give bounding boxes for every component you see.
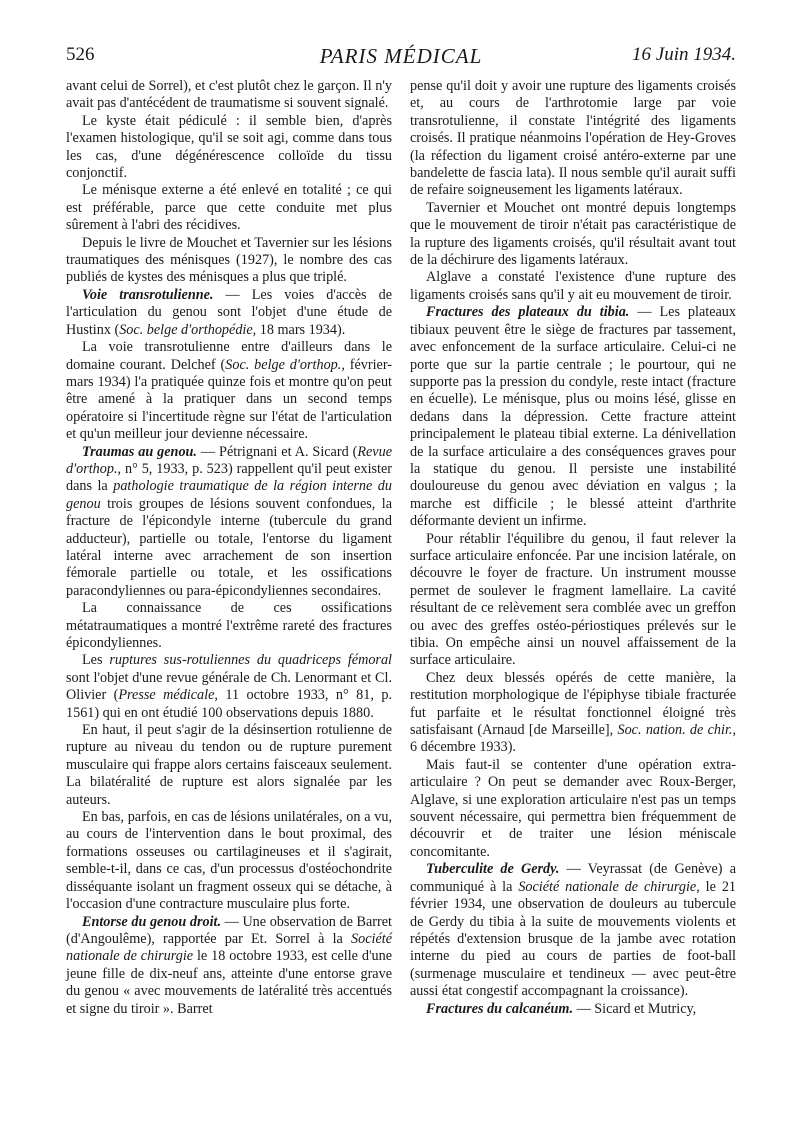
citation: Revue d'orthop.: [66, 443, 392, 477]
paragraph: Le ménisque externe a été enlevé en totalité ; ce qui est préférable, parce que cette conduite met plus sûrement à l'abri des récidives.: [66, 182, 392, 234]
paragraph: Mais faut-il se contenter d'une opération extra-articulaire ? On peut se demander avec Roux-Berger, Alglave, si une exploration articulaire n'est pas un temps souvent nécessaire, qui permettra bien fréquemment de découvrir et de traiter une lésion méniscale concomitante.: [410, 756, 736, 860]
text-run: La voie transrotulienne entre d'ailleurs dans le domaine courant. Delchef (: [66, 339, 392, 373]
text-run: sont l'objet d'une revue générale de Ch. Lenormant et Cl. Olivier (: [66, 669, 392, 704]
section-traumas-genou: [66, 444, 392, 601]
text-run: le 18 octobre 1933, est celle d'une jeune fille de dix-neuf ans, atteinte d'une entorse grave du genou « avec mouvements de latéralité très accentués et signe du tiroir ». Barret: [66, 948, 392, 1017]
citation: Soc. belge d'orthopédie: [119, 321, 253, 338]
section-fractures-plateaux: [410, 304, 736, 530]
paragraph: [410, 670, 736, 757]
paragraph: pense qu'il doit y avoir une rupture des ligaments croisés et, au cours de l'arthrotomie large par voie transrotulienne, il constate l'intégrité des ligaments croisés. Il pratique néanmoins l'opération de Hey-Groves (la réfection du ligament croisé antéro-externe par une bandelette de fascia lata). Il nous semble qu'il aurait suffi de refaire soigneusement les ligaments latéraux.: [410, 78, 736, 199]
paragraph: avant celui de Sorrel), et c'est plutôt chez le garçon. Il n'y avait pas d'antécédent de traumatisme si souvent signalé.: [66, 78, 392, 112]
page-header: [66, 44, 736, 74]
section-heading: Fractures des plateaux du tibia.: [426, 304, 630, 321]
emphasis: pathologie traumatique de la région interne du genou: [66, 478, 392, 512]
text-run: Les: [82, 652, 110, 669]
text-run: — Veyrassat (de Genève) a communiqué à la: [410, 861, 736, 895]
page-number: 526: [66, 44, 95, 65]
text-run: — Les plateaux tibiaux peuvent être le siège de fractures par tassement, avec enfoncement de la surface articulaire. Celui-ci ne porte que sur la partie centrale ; le pourtour, qui ne supporte pas la pression du condyle, reste intact (fracture en écuelle). Le ménisque, plus ou moins lésé, glisse en dedans dans la dépression. Cette fracture atteint principalement le plateau tibial externe. La dénivellation de la surface articulaire a des conséquences graves pour la statique du genou. Il persiste une instabilité douloureuse du genou avec déviation en valgus ; la marche est difficile ; le blessé atteint d'arthrite déformante devient un infirme.: [410, 304, 736, 530]
paragraph: Depuis le livre de Mouchet et Tavernier sur les lésions traumatiques des ménisques (1927), le nombre des cas publiés de kystes des ménisques a plus que triplé.: [66, 234, 392, 286]
issue-date: 16 Juin 1934.: [632, 44, 736, 65]
paragraph: En bas, parfois, en cas de lésions unilatérales, on a vu, au cours de l'intervention dans le bout proximal, des formations osseuses ou cartilagineuses et il s'agirait, semble-t-il, dans ce cas, d'un processus d'ostéochondrite disséquante isolant un fragment osseux qui se détache, à l'occasion d'une contracture musculaire plus forte.: [66, 809, 392, 913]
paragraph: La connaissance de ces ossifications métatraumatiques a montré l'extrême rareté des fractures épicondyliennes.: [66, 600, 392, 651]
section-heading: Voie transrotulienne.: [82, 286, 214, 303]
paragraph: Alglave a constaté l'existence d'une rupture des ligaments croisés sans qu'il y ait eu mouvement de tiroir.: [410, 269, 736, 303]
text-run: — Sicard et Mutricy,: [573, 1000, 697, 1017]
paragraph: Le kyste était pédiculé : il semble bien, d'après l'examen histologique, qu'il se soit agi, comme dans tous les cas, d'une dégénérescence colloïde du tissu conjonctif.: [66, 112, 392, 182]
section-heading: Fractures du calcanéum.: [426, 1000, 574, 1017]
citation: Société nationale de chirurgie: [66, 930, 392, 965]
paragraph: En haut, il peut s'agir de la désinsertion rotulienne de rupture au niveau du tendon ou de rupture purement musculaire qui frappe alors certains faisceaux seulement. La bilatéralité de rupture est alors signalée par les auteurs.: [66, 722, 392, 808]
text-run: — Pétrignani et A. Sicard (: [196, 443, 358, 460]
section-entorse-genou: [66, 914, 392, 1018]
text-run: — Une observation de Barret (d'Angoulême), rapportée par Et. Sorrel à la: [66, 913, 392, 947]
text-run: trois groupes de lésions souvent confondues, la fracture de l'épicondyle interne (tubercule du grand adducteur), partielle ou totale, l'entorse du ligament latéral interne avec arrachement de son insertion fémorale partielle ou totale, et les ossifications paracondyliennes ou para-épicondyliennes secondaires.: [66, 495, 392, 599]
citation: Soc. nation. de chir.: [617, 722, 733, 739]
paragraph: Tavernier et Mouchet ont montré depuis longtemps que le mouvement de tiroir n'était pas caractéristique de la rupture des ligaments croisés, qu'il résultait avant tout de la déchirure des ligaments latéraux.: [410, 199, 736, 269]
text-run: Chez deux blessés opérés de cette manière, la restitution morphologique de l'épiphyse tibiale fracturée fut parfaite et le résultat fonctionnel éloigné très satisfaisant (Arnaud [de Marseille],: [410, 669, 736, 739]
section-heading: Traumas au genou.: [82, 443, 197, 460]
paragraph: [66, 652, 392, 722]
section-tuberculite-gerdy: [410, 861, 736, 1000]
section-fractures-calcaneum: [410, 1001, 736, 1018]
right-column: [410, 78, 736, 1018]
text-run: , le 21 février 1934, une observation de douleurs au tubercule de Gerdy du tibia à la suite de mouvements violents et répétés d'extension brusque de la jambe avec rotation interne du pied au cours de parties de foot-ball (surmenage musculaire et tendineux — avec peut-être aussi état congestif accompagnant la croissance).: [410, 878, 737, 1000]
text-run: , 18 mars 1934).: [252, 321, 346, 338]
citation: Presse médicale: [118, 687, 215, 704]
text-run: , n° 5, 1933, p. 523) rappellent qu'il peut exister dans la: [66, 460, 392, 495]
journal-title: PARIS MÉDICAL: [319, 44, 483, 68]
section-heading: Tuberculite de Gerdy.: [426, 861, 560, 878]
text-run: , 6 décembre 1933).: [410, 722, 736, 756]
section-voie-transrotulienne: [66, 287, 392, 339]
text-run: — Les voies d'accès de l'articulation du genou sont l'objet d'une étude de Hustinx (: [66, 286, 392, 338]
citation: Société nationale de chirurgie: [518, 878, 697, 895]
paragraph: Pour rétablir l'équilibre du genou, il faut relever la surface articulaire enfoncée. Par une incision latérale, on découvre le foyer de fracture. Un instrument mousse permet de soulever le fragment lamellaire. La cavité résultant de ce relèvement sera comblée avec un greffon ou avec des greffes ostéo-périostiques prélevés sur le tibia. On empêche ainsi un nouvel affaissement de la surface articulaire.: [410, 530, 736, 669]
left-column: [66, 78, 392, 1018]
section-heading: Entorse du genou droit.: [82, 913, 221, 930]
text-run: , 11 octobre 1933, n° 81, p. 1561) qui en ont étudié 100 observations depuis 1880.: [66, 687, 392, 721]
paragraph: [66, 339, 392, 443]
emphasis: ruptures sus-rotuliennes du quadriceps fémoral: [109, 652, 392, 669]
text-run: , février-mars 1934) l'a pratiquée quinze fois et montre qu'on peut être amené à la pratiquer dans un second temps opératoire si l'incertitude règne sur l'état de l'articulation et qu'un meilleur jour devienne nécessaire.: [66, 356, 392, 443]
citation: Soc. belge d'orthop.: [225, 356, 342, 373]
